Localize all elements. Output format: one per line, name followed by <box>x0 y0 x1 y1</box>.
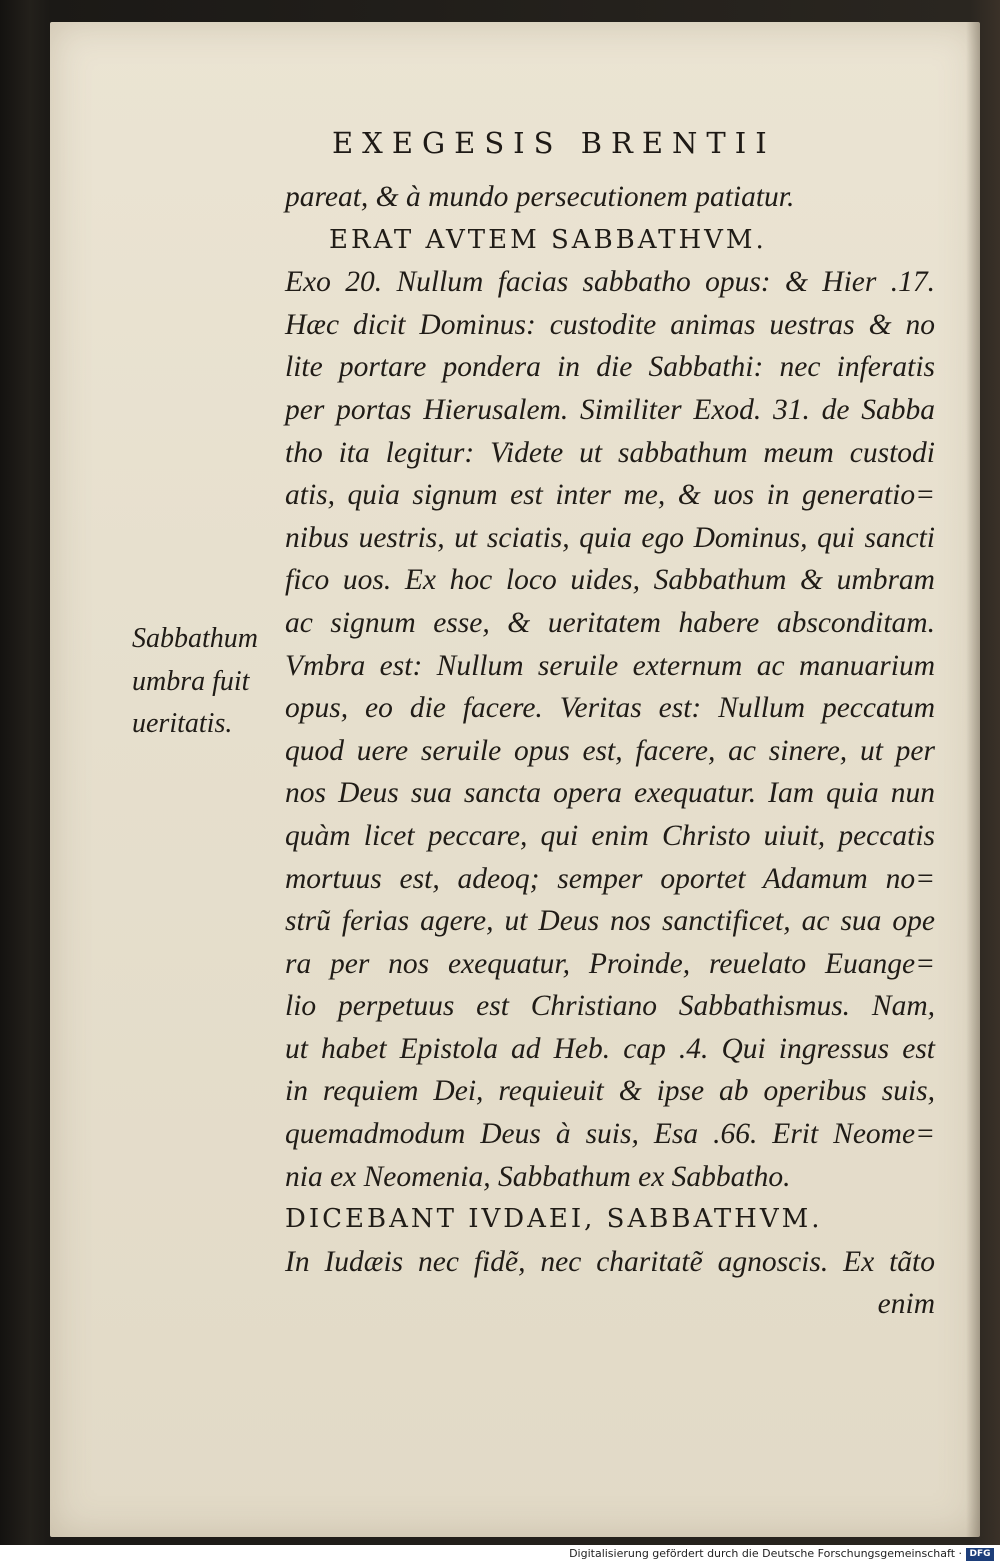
text-line: In Iudæis nec fidẽ, nec charitatẽ agnoscis. Ex tãto <box>285 1245 935 1278</box>
text-line: ra per nos exequatur, Proinde, reuelato Euange= <box>285 947 935 980</box>
text-line: nos Deus sua sancta opera exequatur. Iam quia nun <box>285 777 935 810</box>
text-line: ac signum esse, & ueritatem habere absconditam. <box>285 606 935 639</box>
text-line: quàm licet peccare, qui enim Christo uiuit, peccatis <box>285 819 935 852</box>
marginal-note-line: Sabbathum <box>132 623 258 654</box>
marginal-note <box>132 618 282 746</box>
text-line: in requiem Dei, requieuit & ipse ab operibus suis, <box>285 1075 935 1108</box>
marginal-note-line: ueritatis. <box>132 708 233 740</box>
text-line: per portas Hierusalem. Similiter Exod. 31. de Sabba <box>285 393 935 426</box>
section-heading: DICEBANT IVDAEI, SABBATHVM. <box>285 1204 823 1235</box>
text-line: fico uos. Ex hoc loco uides, Sabbathum & umbram <box>285 564 935 597</box>
text-line: opus, eo die facere. Veritas est: Nullum peccatum <box>285 692 935 725</box>
text-line: lio perpetuus est Christiano Sabbathismus. Nam, <box>285 990 935 1023</box>
text-line: mortuus est, adeoq; semper oportet Adamum no= <box>285 862 935 895</box>
text-line: pareat, & à mundo persecutionem patiatur. <box>285 181 795 213</box>
main-text-block <box>285 176 935 1326</box>
text-line: quemadmodum Deus à suis, Esa .66. Erit Neome= <box>285 1118 935 1151</box>
funding-notice: Digitalisierung gefördert durch die Deutsche Forschungsgemeinschaft · <box>569 1547 962 1560</box>
text-line: Vmbra est: Nullum seruile externum ac manuarium <box>285 649 935 682</box>
section-heading: ERAT AVTEM SABBATHVM. <box>329 224 767 255</box>
text-line: lite portare pondera in die Sabbathi: nec inferatis <box>285 351 935 384</box>
running-head: EXEGESIS BRENTII <box>332 126 776 160</box>
text-line: tho ita legitur: Videte ut sabbathum meum custodi <box>285 436 935 469</box>
text-line: Exo 20. Nullum facias sabbatho opus: & Hier .17. <box>285 266 935 299</box>
footer-bar <box>0 1545 1000 1565</box>
text-line: strũ ferias agere, ut Deus nos sanctificet, ac sua ope <box>285 905 935 938</box>
text-line: quod uere seruile opus est, facere, ac sinere, ut per <box>285 734 935 767</box>
text-line: ut habet Epistola ad Heb. cap .4. Qui ingressus est <box>285 1032 935 1065</box>
dfg-logo: DFG <box>966 1548 994 1561</box>
text-line: nibus uestris, ut sciatis, quia ego Dominus, qui sancti <box>285 521 935 554</box>
marginal-note-line: umbra fuit <box>132 665 250 697</box>
catchword: enim <box>877 1288 935 1321</box>
page-edge-shadow <box>966 22 980 1537</box>
text-line: nia ex Neomenia, Sabbathum ex Sabbatho. <box>285 1160 791 1193</box>
text-line: atis, quia signum est inter me, & uos in generatio= <box>285 479 935 512</box>
text-line: Hæc dicit Dominus: custodite animas uestras & no <box>285 308 935 341</box>
